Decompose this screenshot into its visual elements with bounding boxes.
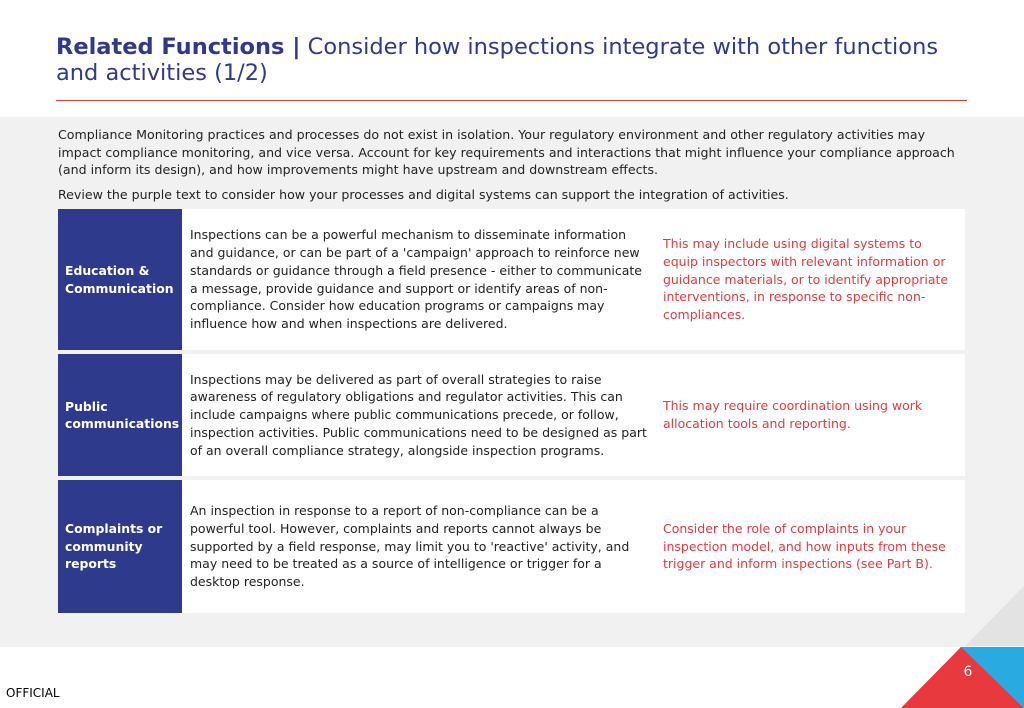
intro-paragraph-1: Compliance Monitoring practices and processes do not exist in isolation. Your regulatory environment and other regulatory activities may impact compliance monitoring, and vice versa. Account for key requirements and interactions that might influence your compliance approach (and inform its design), and how improvements might have upstream and downstream effects. <box>58 127 955 177</box>
row-label: Complaints or community reports <box>58 480 182 613</box>
row-note: Consider the role of complaints in your inspection model, and how inputs from these trigger and inform inspections (see Part B). <box>663 520 946 572</box>
corner-grey-triangle <box>965 586 1024 646</box>
row-note: This may require coordination using work allocation tools and reporting. <box>663 398 923 431</box>
row-label: Public communications <box>58 354 182 476</box>
title-bold: Related Functions | <box>56 34 301 60</box>
row-description: Inspections may be delivered as part of overall strategies to raise awareness of regulatory obligations and regulator activities. This can include campaigns where public communications precede, or follow, inspection activities. Public communications need to be designed as part of an overall compliance strategy, alongside inspection programs. <box>190 371 647 458</box>
page-number: 6 <box>963 664 973 680</box>
row-description: An inspection in response to a report of non-compliance can be a powerful tool. However, complaints and reports cannot always be supported by a field response, may limit you to 'reactive' activity, and may need to be treated as a source of intelligence or trigger for a desktop response. <box>190 503 630 590</box>
intro-paragraph-2: Review the purple text to consider how your processes and digital systems can support the integration of activities. <box>58 186 789 202</box>
title-rest: Consider how inspections integrate with other functions and activities (1/2) <box>56 34 939 86</box>
row-label: Education & Communication <box>58 209 182 350</box>
row-note: This may include using digital systems to equip inspectors with relevant information or guidance materials, or to identify appropriate interventions, in response to specific non-compliances. <box>663 236 949 323</box>
row-description: Inspections can be a powerful mechanism to disseminate information and guidance, or can be part of a 'campaign' approach to reinforce new standards or guidance through a field presence - either to communicate a message, provide guidance and support or identify areas of non-compliance. Consider how education programs or campaigns may influence how and when inspections are delivered. <box>190 227 643 332</box>
classification-label: OFFICIAL <box>6 686 60 700</box>
